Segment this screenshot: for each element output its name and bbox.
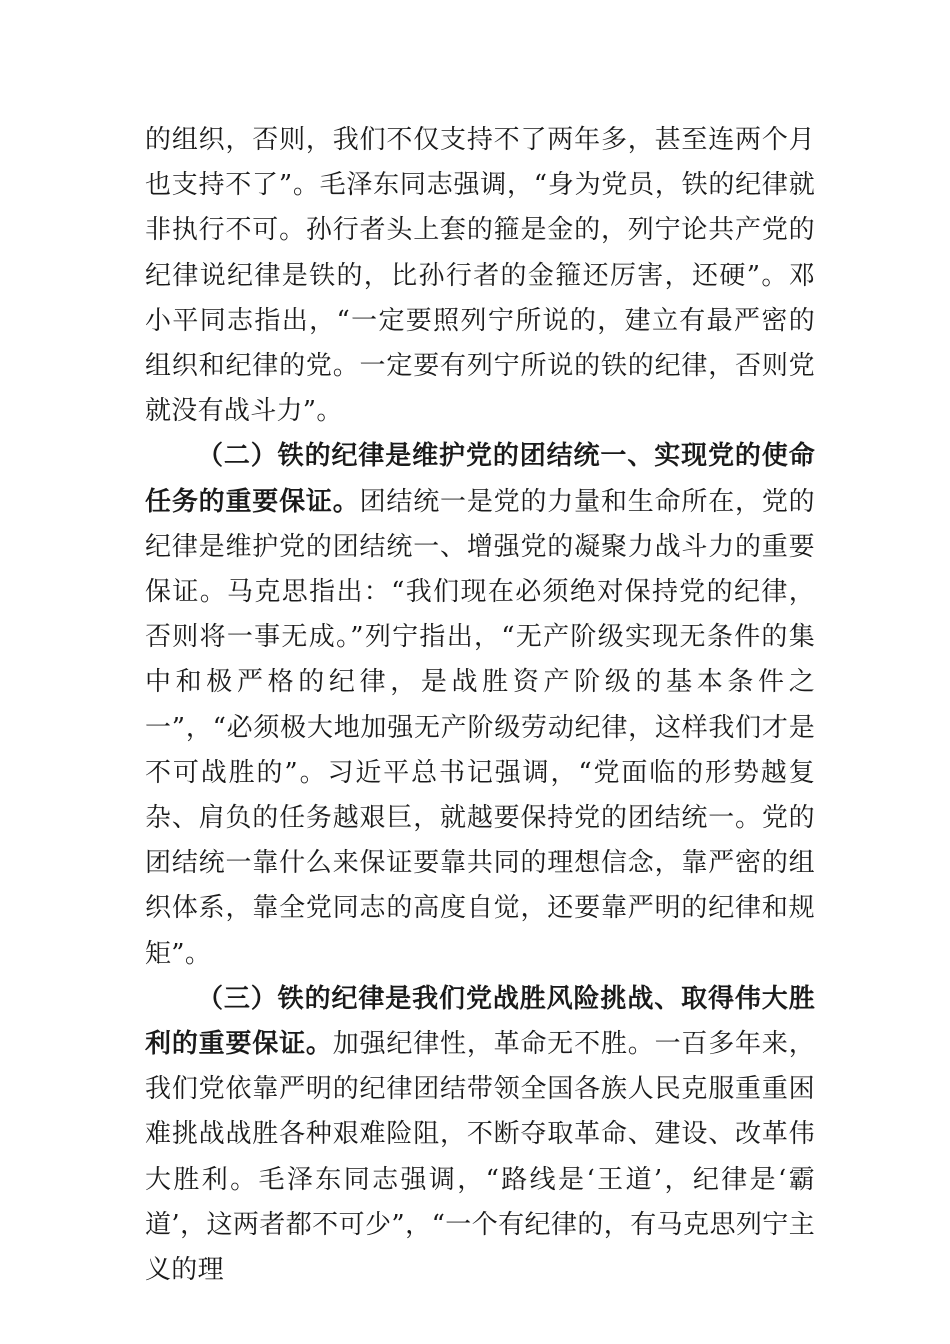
- document-body: [145, 118, 815, 1293]
- paragraph-section-2: [145, 434, 815, 976]
- section-2-text: 团结统一是党的力量和生命所在，党的纪律是维护党的团结统一、增强党的凝聚力战斗力的重要保证。马克思指出：“我们现在必须绝对保持党的纪律，否则将一事无成。”列宁指出，“无产阶级实现无条件的集中和极严格的纪律，是战胜资产阶级的基本条件之一”，“必须极大地加强无产阶级劳动纪律，这样我们才是不可战胜的”。习近平总书记强调，“党面临的形势越复杂、肩负的任务越艰巨，就越要保持党的团结统一。党的团结统一靠什么来保证要靠共同的理想信念，靠严密的组织体系，靠全党同志的高度自觉，还要靠严明的纪律和规矩”。: [145, 486, 815, 969]
- section-3-text: 加强纪律性，革命无不胜。一百多年来，我们党依靠严明的纪律团结带领全国各族人民克服重重困难挑战战胜各种艰难险阻，不断夺取革命、建设、改革伟大胜利。毛泽东同志强调，“路线是‘王道’，纪律是‘霸道’，这两者都不可少”，“一个有纪律的，有马克思列宁主义的理: [145, 1029, 815, 1286]
- section-2-heading: （二）铁的纪律是维护党的团结统一、实现党的使命任务的重要保证。: [145, 441, 815, 517]
- section-3-heading: （三）铁的纪律是我们党战胜风险挑战、取得伟大胜利的重要保证。: [145, 983, 815, 1060]
- paragraph-continuation: [145, 118, 815, 434]
- paragraph-section-3: [145, 977, 815, 1293]
- paragraph-text: 的组织，否则，我们不仅支持不了两年多，甚至连两个月也支持不了”。毛泽东同志强调，“身为党员，铁的纪律就非执行不可。孙行者头上套的箍是金的，列宁论共产党的纪律说纪律是铁的，比孙行者的金箍还厉害，还硬”。邓小平同志指出，“一定要照列宁所说的，建立有最严密的组织和纪律的党。一定要有列宁所说的铁的纪律，否则党就没有战斗力”。: [145, 125, 815, 427]
